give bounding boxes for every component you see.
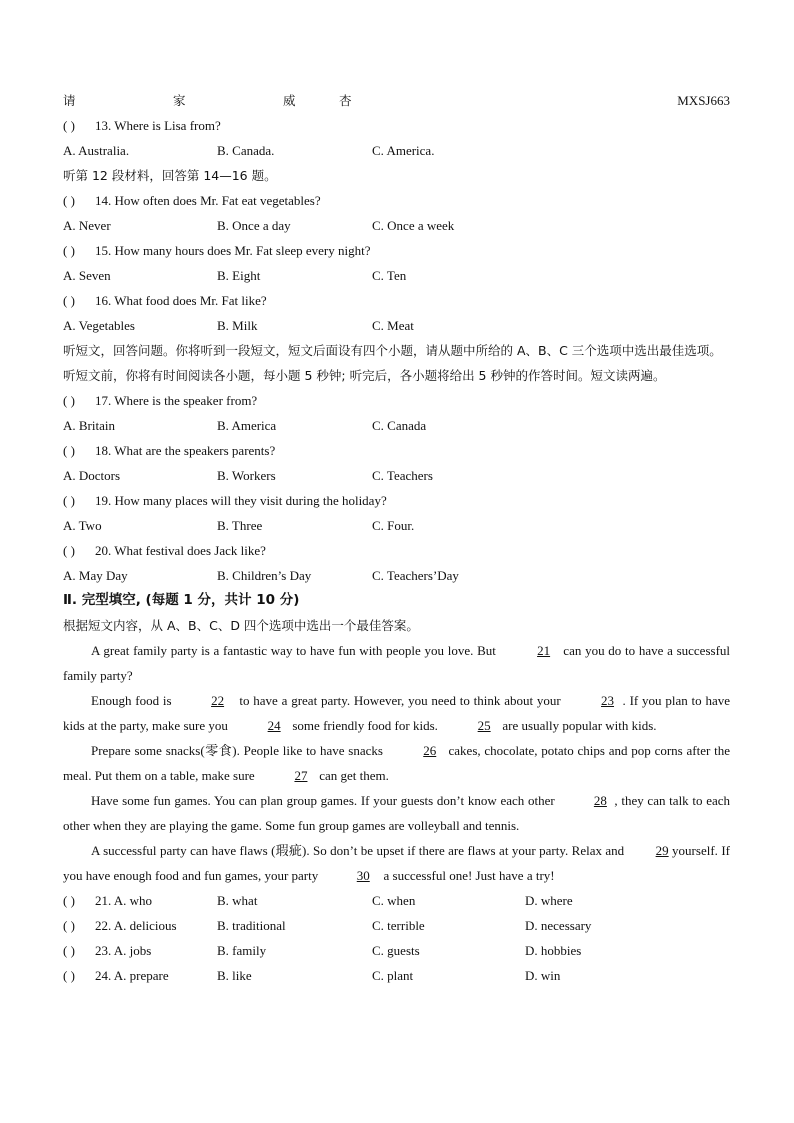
page-header (63, 88, 730, 113)
blank-23[interactable]: 23 (601, 693, 615, 708)
blank-28[interactable]: 28 (593, 793, 607, 808)
question-text: 16. What food does Mr. Fat like? (95, 293, 267, 308)
options-19 (63, 513, 730, 538)
passage-paragraph-4 (63, 788, 730, 838)
header-char: 杏 (338, 93, 352, 108)
blank-22[interactable]: 22 (211, 693, 225, 708)
question-text: 17. Where is the speaker from? (95, 393, 258, 408)
passage-paragraph-3 (63, 738, 730, 788)
option-c: C. terrible (372, 918, 425, 933)
passage-text: A great family party is a fantastic way to have fun with people you love. But (91, 643, 500, 658)
option-a: 21. A. who (95, 893, 153, 908)
exam-page (63, 88, 730, 988)
answer-paren[interactable]: ( ) (63, 893, 75, 908)
option-c: C. Once a week (372, 218, 455, 233)
cloze-options-22 (63, 913, 730, 938)
option-b: B. Eight (217, 268, 261, 283)
question-text: 15. How many hours does Mr. Fat sleep every night? (95, 243, 371, 258)
option-c: C. plant (372, 968, 414, 983)
option-a: A. Vegetables (63, 318, 135, 333)
header-chars (63, 88, 351, 113)
short-passage-instruction: 听短文，回答问题。你将听到一段短文，短文后面设有四个小题，请从题中所给的 A、B、C 三个选项中选出最佳选项。听短文前，你将有时间阅读各小题，每小题 5 秒钟; 听完后，各小题将给出 5 秒钟的作答时间。短文读两遍。 (63, 343, 722, 383)
answer-paren[interactable]: ( ) (63, 968, 75, 983)
header-char: 威 (282, 93, 296, 108)
blank-27[interactable]: 27 (294, 768, 308, 783)
passage-text: some friendly food for kids. (289, 718, 442, 733)
note-12: 听第 12 段材料，回答第 14—16 题。 (63, 168, 277, 183)
option-d: D. where (525, 893, 573, 908)
answer-paren[interactable]: ( ) (63, 118, 75, 133)
passage-text: cakes, chocolate, potato chips and pop corns after the meal. Put them on a table, make sure (63, 743, 730, 783)
options-17 (63, 413, 730, 438)
question-18 (63, 438, 730, 463)
passage-text: can you do to have a successful family party? (63, 643, 731, 683)
option-c: C. Canada (372, 418, 427, 433)
passage-text: can get them. (315, 768, 389, 783)
answer-paren[interactable]: ( ) (63, 193, 75, 208)
option-a: A. Australia. (63, 143, 130, 158)
option-c: C. Four. (372, 518, 415, 533)
header-code: MXSJ663 (677, 93, 730, 108)
option-a: A. Britain (63, 418, 115, 433)
passage-text: . If you plan to have kids at the party, make sure you (63, 693, 730, 733)
option-b: B. Once a day (217, 218, 291, 233)
blank-24[interactable]: 24 (267, 718, 281, 733)
blank-30[interactable]: 30 (356, 868, 370, 883)
answer-paren[interactable]: ( ) (63, 493, 75, 508)
question-16 (63, 288, 730, 313)
blank-29[interactable]: 29 (655, 843, 669, 858)
option-c: C. Teachers’Day (372, 568, 459, 583)
options-20 (63, 563, 730, 588)
passage-paragraph-1 (63, 638, 730, 688)
question-text: 20. What festival does Jack like? (95, 543, 266, 558)
option-c: C. America. (372, 143, 435, 158)
answer-paren[interactable]: ( ) (63, 543, 75, 558)
blank-25[interactable]: 25 (477, 718, 491, 733)
section-instruction: 根据短文内容，从 A、B、C、D 四个选项中选出一个最佳答案。 (63, 618, 419, 633)
passage-text: a successful one! Just have a try! (380, 868, 555, 883)
passage-text: yourself. If you have enough food and fun games, your party (63, 843, 730, 883)
option-d: D. necessary (525, 918, 592, 933)
option-b: B. traditional (217, 918, 286, 933)
question-19 (63, 488, 730, 513)
header-char: 家 (172, 93, 186, 108)
answer-paren[interactable]: ( ) (63, 918, 75, 933)
question-text: 13. Where is Lisa from? (95, 118, 221, 133)
passage-text: Enough food is (91, 693, 172, 708)
cloze-options-21 (63, 888, 730, 913)
question-text: 18. What are the speakers parents? (95, 443, 276, 458)
options-18 (63, 463, 730, 488)
options-14 (63, 213, 730, 238)
option-b: B. like (217, 968, 252, 983)
option-d: D. hobbies (525, 943, 582, 958)
option-a: A. Doctors (63, 468, 121, 483)
passage-text: Have some fun games. You can plan group games. If your guests don’t know each other (91, 793, 559, 808)
option-a: 23. A. jobs (95, 943, 152, 958)
option-b: B. America (217, 418, 277, 433)
option-a: A. Seven (63, 268, 111, 283)
option-c: C. when (372, 893, 416, 908)
passage-text: , they can talk to each other when they are playing the game. Some fun group games are volleyball and tennis. (63, 793, 731, 833)
question-text: 14. How often does Mr. Fat eat vegetables? (95, 193, 321, 208)
passage-text: to have a great party. However, you need to think about your (235, 693, 565, 708)
passage-text: Prepare some snacks(零食). People like to have snacks (91, 743, 387, 758)
answer-paren[interactable]: ( ) (63, 293, 75, 308)
option-a: A. May Day (63, 568, 128, 583)
question-15 (63, 238, 730, 263)
passage-text: are usually popular with kids. (499, 718, 657, 733)
section-title: Ⅱ. 完型填空, (每题 1 分，共计 10 分) (63, 592, 300, 608)
blank-21[interactable]: 21 (537, 643, 551, 658)
answer-paren[interactable]: ( ) (63, 393, 75, 408)
option-b: B. Milk (217, 318, 258, 333)
option-c: C. Ten (372, 268, 407, 283)
question-text: 19. How many places will they visit during the holiday? (95, 493, 387, 508)
option-a: A. Two (63, 518, 102, 533)
answer-paren[interactable]: ( ) (63, 243, 75, 258)
option-a: 24. A. prepare (95, 968, 169, 983)
cloze-options-23 (63, 938, 730, 963)
cloze-options-24 (63, 963, 730, 988)
answer-paren[interactable]: ( ) (63, 943, 75, 958)
option-b: B. family (217, 943, 267, 958)
option-b: B. what (217, 893, 258, 908)
passage-paragraph-5 (63, 838, 730, 888)
passage-paragraph-2 (63, 688, 730, 738)
option-d: D. win (525, 968, 561, 983)
passage-text: A successful party can have flaws (瑕疵). So don’t be upset if there are flaws at your party. Relax and (91, 843, 628, 858)
question-20 (63, 538, 730, 563)
option-a: A. Never (63, 218, 111, 233)
option-b: B. Three (217, 518, 263, 533)
options-15 (63, 263, 730, 288)
option-c: C. Teachers (372, 468, 433, 483)
option-c: C. Meat (372, 318, 414, 333)
question-17 (63, 388, 730, 413)
option-c: C. guests (372, 943, 420, 958)
blank-26[interactable]: 26 (423, 743, 437, 758)
question-13 (63, 113, 730, 138)
option-b: B. Children’s Day (217, 568, 312, 583)
header-char: 请 (63, 93, 76, 108)
option-b: B. Workers (217, 468, 276, 483)
option-b: B. Canada. (217, 143, 275, 158)
answer-paren[interactable]: ( ) (63, 443, 75, 458)
option-a: 22. A. delicious (95, 918, 177, 933)
question-14 (63, 188, 730, 213)
options-13 (63, 138, 730, 163)
options-16 (63, 313, 730, 338)
